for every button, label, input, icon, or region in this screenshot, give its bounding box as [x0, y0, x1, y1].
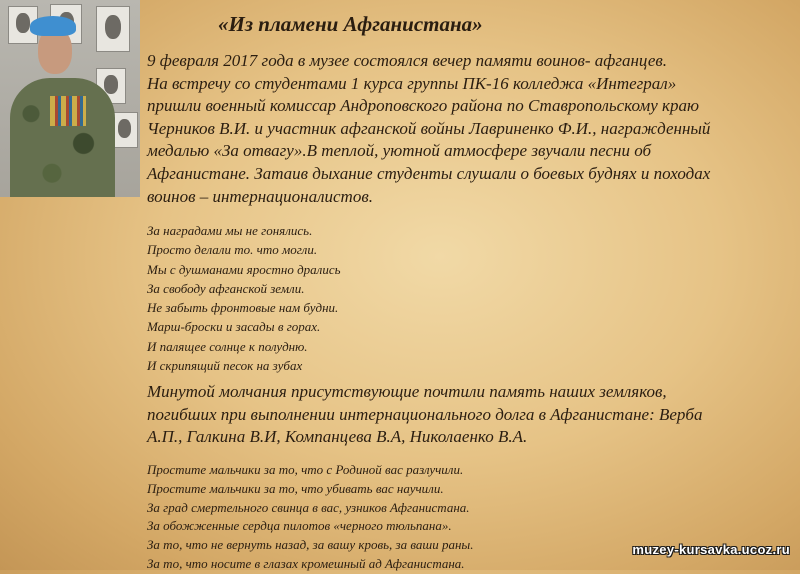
wall-portrait — [96, 6, 130, 52]
poem-line: Простите мальчики за то, что с Родиной вас разлучили. — [147, 462, 464, 477]
poem-line: За наградами мы не гонялись. — [147, 223, 313, 238]
poem-second — [147, 461, 473, 574]
intro-line: пришли военный комиссар Андроповского района по Ставропольскому краю — [147, 96, 699, 116]
poem-line: За то, что не вернуть назад, за вашу кровь, за ваши раны. — [147, 537, 474, 553]
tribute-line: А.П., Галкина В.И, Компанцева В.А, Николаенко В.А. — [147, 427, 528, 447]
poem-line: За обожженные сердца пилотов «черного тюльпана». — [147, 518, 452, 534]
intro-line: Черников В.И. и участник афганской войны Лавриненко Ф.И., награжденный — [147, 118, 711, 138]
intro-paragraph — [147, 50, 795, 208]
tribute-paragraph — [147, 381, 795, 449]
tribute-line: Минутой молчания присутствующие почтили память наших земляков, — [147, 382, 667, 401]
site-watermark: muzey-kursavka.ucoz.ru — [632, 542, 790, 557]
intro-line: воинов – интернационалистов. — [147, 186, 373, 206]
poem-line: За свободу афганской земли. — [147, 280, 305, 296]
poem-line: За то, что носите в глазах кромешный ад Афганистана. — [147, 555, 465, 571]
poem-first — [147, 221, 341, 375]
poem-line: Мы с душманами яростно дрались — [147, 261, 341, 277]
intro-line: 9 февраля 2017 года в музее состоялся вечер памяти воинов- афганцев. — [147, 51, 668, 70]
blue-beret — [30, 16, 76, 36]
poem-line: Простите мальчики за то, что убивать вас научили. — [147, 480, 444, 496]
poem-line: И палящее солнце к полудню. — [147, 338, 308, 354]
intro-line: Афганистане. Затаив дыхание студенты слушали о боевых буднях и походах — [147, 163, 711, 183]
poem-line: За град смертельного свинца в вас, узников Афганистана. — [147, 499, 470, 515]
poem-line: Марш-броски и засады в горах. — [147, 319, 321, 335]
poem-line: Не забыть фронтовые нам будни. — [147, 300, 339, 316]
veteran-photo — [0, 0, 140, 197]
page-title: «Из пламени Афганистана» — [218, 12, 483, 36]
tribute-line: погибших при выполнении интернационального долга в Афганистане: Верба — [147, 404, 703, 424]
intro-line: На встречу со студентами 1 курса группы ПК-16 колледжа «Интеграл» — [147, 73, 677, 93]
poem-line: Просто делали то. что могли. — [147, 242, 318, 258]
intro-line: медалью «За отвагу».В теплой, уютной атмосфере звучали песни об — [147, 141, 652, 161]
poem-line: И скрипящий песок на зубах — [147, 358, 303, 374]
medals — [50, 96, 86, 126]
